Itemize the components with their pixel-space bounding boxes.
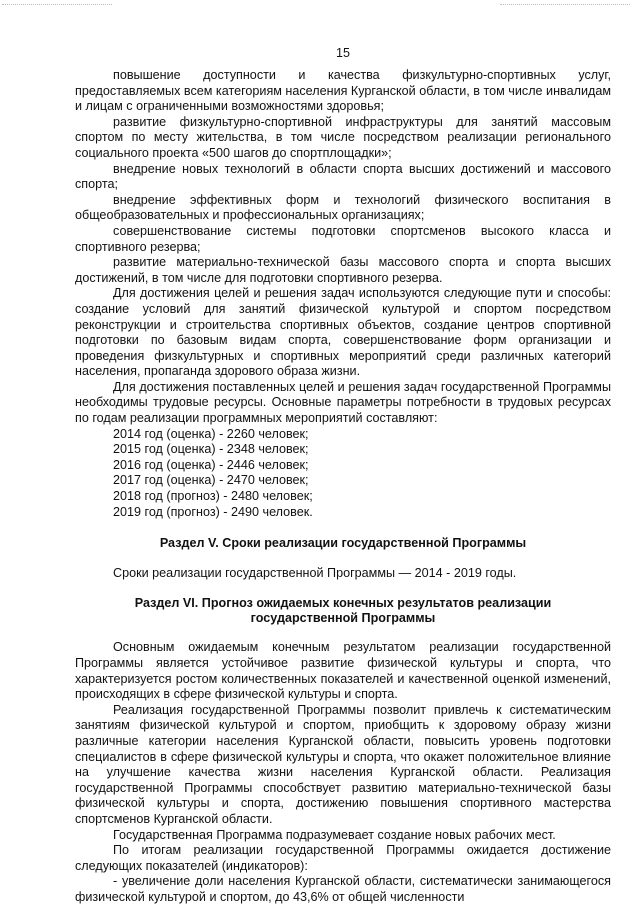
document-page [75, 0, 611, 906]
section-5-heading: Раздел V. Сроки реализации государственной Программы [159, 536, 527, 551]
section-6-heading [75, 596, 611, 626]
section-5-text: Сроки реализации государственной Программы — 2014 - 2019 годы. [113, 565, 517, 580]
section-6-heading-line: государственной Программы [250, 611, 436, 626]
labor-list [75, 427, 611, 521]
paragraph: повышение доступности и качества физкультурно-спортивных услуг, предоставляемых всем категориям населения Курганской области, в том числе инвалидам и лицам с ограниченными возможностями здоровья; [75, 68, 611, 114]
paragraph: внедрение эффективных форм и технологий физического воспитания в общеобразовательных и профессиональных организациях; [75, 192, 611, 223]
list-item: 2015 год (оценка) - 2348 человек; [113, 442, 309, 457]
list-item: 2017 год (оценка) - 2470 человек; [113, 473, 309, 488]
list-item: 2016 год (оценка) - 2446 человек; [113, 457, 309, 472]
paragraph: Основным ожидаемым конечным результатом реализации государственной Программы является устойчивое развитие физической культуры и спорта, что характеризуется ростом количественных показателей и качественной оценкой изменений, происходящих в сфере физической культуры и спорта. [75, 640, 611, 702]
list-item: 2014 год (оценка) - 2260 человек; [113, 426, 309, 441]
list-item: 2018 год (прогноз) - 2480 человек; [113, 489, 313, 504]
paragraph: совершенствование системы подготовки спортсменов высокого класса и спортивного резерва; [75, 223, 611, 254]
paragraph: Государственная Программа подразумевает создание новых рабочих мест. [113, 827, 556, 842]
paragraph: Для достижения целей и решения задач используются следующие пути и способы: создание условий для занятий физической культурой и спортом посредством реконструкции и строительства спортивных объектов, создание центров спортивной подготовки по базовым видам спорта, совершенствование форм организации и проведения физкультурных и спортивных мероприятий среди различных категорий населения, пропаганда здорового образа жизни. [75, 286, 611, 379]
paragraph: Для достижения поставленных целей и решения задач государственной Программы необходимы трудовые ресурсы. Основные параметры потребности в трудовых ресурсах по годам реализации программных мероприятий составляют: [75, 379, 611, 426]
paragraph: По итогам реализации государственной Программы ожидается достижение следующих показателей (индикаторов): [75, 843, 611, 873]
paragraph: развитие материально-технической базы массового спорта и спорта высших достижений, в том числе для подготовки спортивного резерва. [75, 255, 611, 285]
paragraph: - увеличение доли населения Курганской области, систематически занимающегося физической культурой и спортом, до 43,6% от общей численности [75, 874, 611, 904]
section-6-heading-line: Раздел VI. Прогноз ожидаемых конечных результатов реализации [134, 596, 552, 611]
page-number: 15 [335, 46, 350, 60]
paragraph: внедрение новых технологий в области спорта высших достижений и массового спорта; [75, 161, 611, 192]
list-item: 2019 год (прогноз) - 2490 человек. [113, 504, 313, 519]
paragraph: развитие физкультурно-спортивной инфраструктуры для занятий массовым спортом по месту жительства, в том числе посредством реализации регионального социального проекта «500 шагов до спортплощадки»; [75, 114, 611, 160]
paragraph: Реализация государственной Программы позволит привлечь к систематическим занятиям физической культурой и спортом, приобщить к здоровому образу жизни различные категории населения Курганской области, повысить уровень подготовки специалистов в сфере физической культуры и спорта, что окажет положительное влияние на улучшение качества жизни населения Курганской области. Реализация государственной Программы способствует развитию материально-технической базы физической культуры и спорта, достижению повышения спортивного мастерства спортсменов Курганской области. [75, 702, 611, 826]
